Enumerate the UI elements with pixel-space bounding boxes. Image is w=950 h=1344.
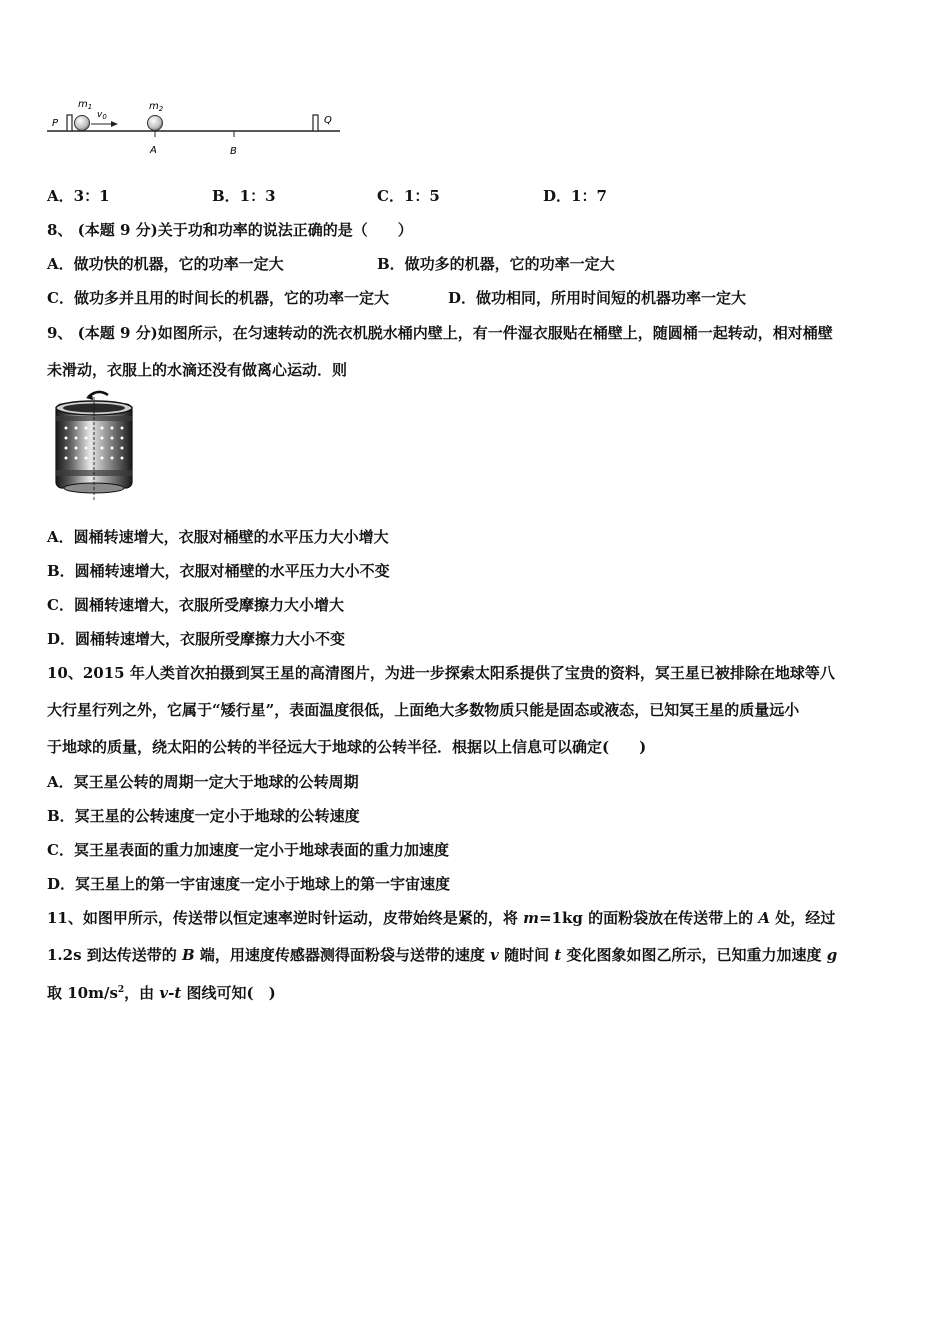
wall-q (313, 115, 318, 131)
label-m1: $m_1$ (78, 99, 93, 111)
q7-option-d: D．1：7 (543, 187, 607, 205)
q10-option-c: C．冥王星表面的重力加速度一定小于地球表面的重力加速度 (47, 841, 449, 859)
q7-option-a: A．3：1 (47, 187, 110, 205)
wall-p (67, 115, 72, 131)
q8-stem: 8、 (本题 9 分)关于功和功率的说法正确的是（ ） (47, 221, 413, 239)
label-a: A (150, 145, 157, 156)
q9-option-d: D．圆桶转速增大，衣服所受摩擦力大小不变 (47, 630, 346, 648)
spin-drum-figure (50, 388, 140, 503)
label-m2: $m_2$ (149, 101, 164, 113)
q9-option-a: A．圆桶转速增大，衣服对桶壁的水平压力大小增大 (47, 528, 389, 546)
ball-m1 (75, 116, 90, 131)
q10-stem-line1: 10、2015 年人类首次拍摄到冥王星的高清图片，为进一步探索太阳系提供了宝贵的资料，冥王星已被排除在地球等八 (47, 664, 835, 682)
q10-option-a: A．冥王星公转的周期一定大于地球的公转周期 (47, 773, 359, 791)
q10-stem-line2: 大行星行列之外，它属于“矮行星”，表面温度很低，上面绝大多数物质只能是固态或液态，已知冥王星的质量远小 (47, 701, 800, 719)
rotation-arrowhead-icon (86, 393, 93, 400)
q10-option-d: D．冥王星上的第一宇宙速度一定小于地球上的第一宇宙速度 (47, 875, 451, 893)
q8-option-b: B．做功多的机器，它的功率一定大 (377, 255, 615, 273)
velocity-arrowhead (111, 121, 118, 127)
label-p: P (52, 118, 59, 129)
q9-stem-line2: 未滑动，衣服上的水滴还没有做离心运动．则 (47, 361, 348, 379)
label-v0: $v_0$ (97, 110, 107, 121)
q8-option-a: A．做功快的机器，它的功率一定大 (47, 255, 284, 273)
q11-stem-line1: 11、如图甲所示，传送带以恒定速率逆时针运动，皮带始终是紧的，将 m=1kg 的面粉袋放在传送带上的 A 处，经过 (47, 909, 836, 927)
q7-option-b: B．1：3 (212, 187, 276, 205)
q8-option-c: C．做功多并且用的时间长的机器，它的功率一定大 (47, 289, 389, 307)
ball-m2 (148, 116, 163, 131)
label-q: Q (324, 115, 332, 126)
q11-stem-line3: 取 $10m/s^2$，由 v-t 图线可知( ) (47, 984, 276, 1002)
q10-option-b: B．冥王星的公转速度一定小于地球的公转速度 (47, 807, 360, 825)
q9-option-c: C．圆桶转速增大，衣服所受摩擦力大小增大 (47, 596, 344, 614)
q10-stem-line3: 于地球的质量，绕太阳的公转的半径远大于地球的公转半径．根据以上信息可以确定( ) (47, 738, 647, 756)
q11-stem-line2: 1.2s 到达传送带的 B 端，用速度传感器测得面粉袋与送带的速度 v 随时间 t 变化图象如图乙所示，已知重力加速度 g (47, 946, 838, 964)
q7-option-c: C．1：5 (377, 187, 440, 205)
q9-stem-line1: 9、 (本题 9 分)如图所示，在匀速转动的洗衣机脱水桶内壁上，有一件湿衣服贴在桶壁上，随圆桶一起转动，相对桶壁 (47, 324, 833, 342)
q9-option-b: B．圆桶转速增大，衣服对桶壁的水平压力大小不变 (47, 562, 390, 580)
track-figure (44, 95, 344, 160)
label-b: B (230, 146, 237, 157)
q8-option-d: D．做功相同，所用时间短的机器功率一定大 (448, 289, 747, 307)
